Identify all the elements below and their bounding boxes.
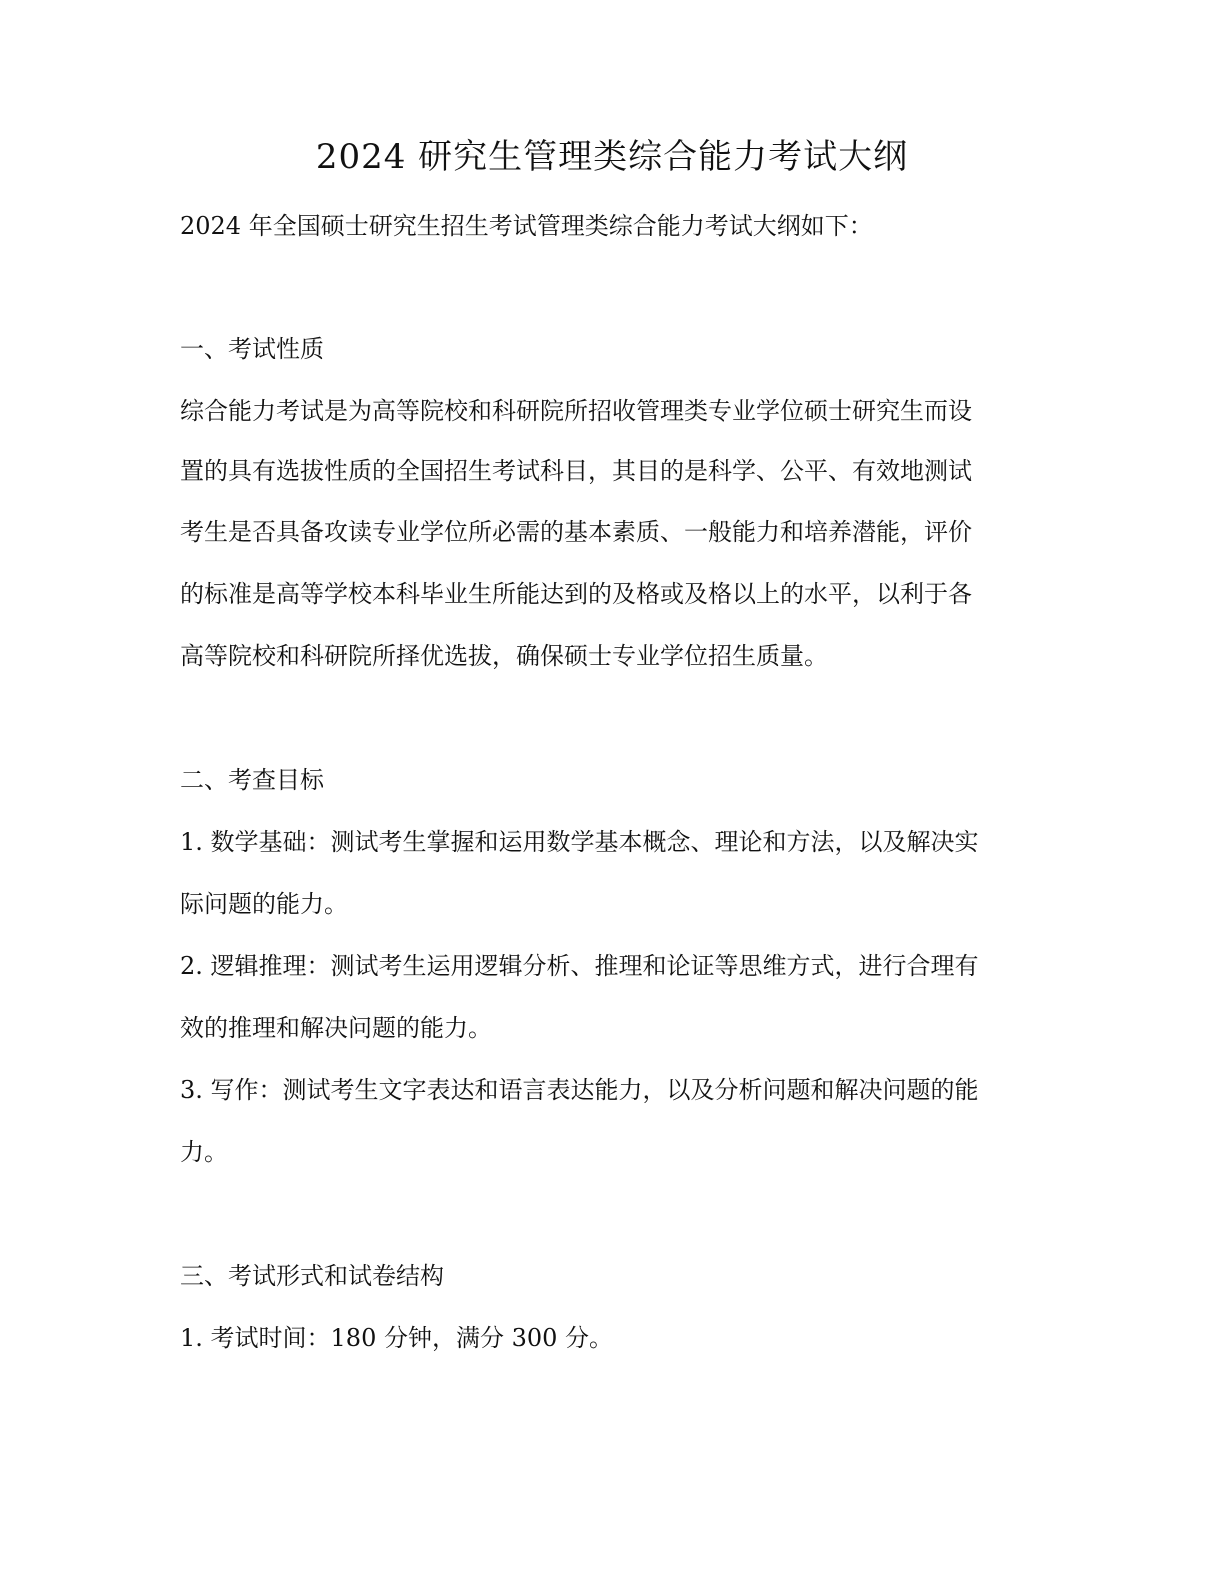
document-title: 2024 研究生管理类综合能力考试大纲 — [315, 137, 909, 177]
section3-line-1: 1. 考试时间：180 分钟，满分 300 分。 — [180, 1324, 614, 1352]
section2-line-3: 2. 逻辑推理：测试考生运用逻辑分析、推理和论证等思维方式，进行合理有 — [180, 952, 979, 980]
section2-line-5: 3. 写作：测试考生文字表达和语言表达能力，以及分析问题和解决问题的能 — [180, 1076, 979, 1104]
section2-heading: 二、考查目标 — [180, 766, 324, 794]
section1-heading: 一、考试性质 — [180, 335, 324, 363]
section1-line-2: 置的具有选拔性质的全国招生考试科目，其目的是科学、公平、有效地测试 — [180, 457, 972, 485]
section2-line-1: 1. 数学基础：测试考生掌握和运用数学基本概念、理论和方法，以及解决实 — [180, 828, 979, 856]
section2-line-4: 效的推理和解决问题的能力。 — [180, 1014, 492, 1042]
intro-line: 2024 年全国硕士研究生招生考试管理类综合能力考试大纲如下： — [180, 212, 873, 240]
section1-line-5: 高等院校和科研院所择优选拔，确保硕士专业学位招生质量。 — [180, 642, 828, 670]
section2-line-2: 际问题的能力。 — [180, 890, 348, 918]
section3-heading: 三、考试形式和试卷结构 — [180, 1262, 444, 1290]
section1-line-3: 考生是否具备攻读专业学位所必需的基本素质、一般能力和培养潜能，评价 — [180, 518, 972, 546]
section1-line-1: 综合能力考试是为高等院校和科研院所招收管理类专业学位硕士研究生而设 — [180, 397, 972, 425]
section1-line-4: 的标准是高等学校本科毕业生所能达到的及格或及格以上的水平，以利于各 — [180, 580, 972, 608]
section2-line-6: 力。 — [180, 1138, 228, 1166]
